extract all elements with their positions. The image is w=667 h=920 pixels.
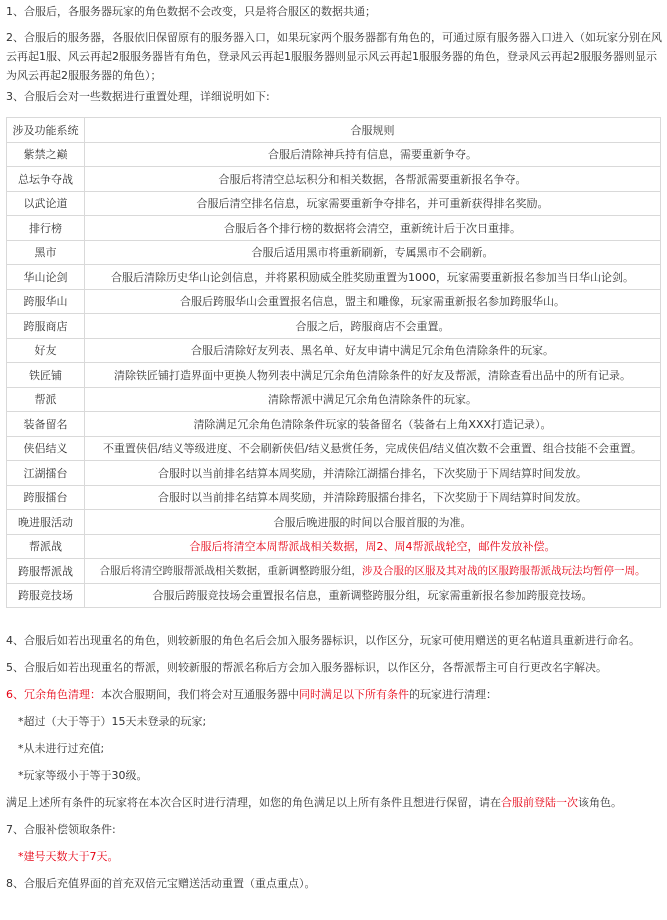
- table-row: [7, 412, 661, 437]
- row-rule: [85, 534, 661, 559]
- row-rule: [85, 289, 661, 314]
- row-system-name: 江湖擂台: [7, 461, 85, 486]
- row-rule-text: 不重置侠侣/结义等级进度、不会刷新侠侣/结义悬赏任务，完成侠侣/结义值次数不会重置、组合技能不会重置。: [102, 442, 643, 456]
- paragraph-8: 8、合服后充值界面的首充双倍元宝赠送活动重置（重点重点）。: [6, 877, 316, 890]
- table-row: [7, 142, 661, 167]
- table-body: [7, 142, 661, 608]
- condition-3: *玩家等级小于等于30级。: [18, 769, 148, 782]
- row-rule-text: 合服后跨服竞技场会重置报名信息，重新调整跨服分组，玩家需重新报名参加跨服竞技场。: [152, 589, 593, 603]
- row-rule: [85, 363, 661, 388]
- row-system-name: 跨服擂台: [7, 485, 85, 510]
- cleanup-title: 6、冗余角色清理：: [6, 688, 101, 701]
- row-system-name: 跨服华山: [7, 289, 85, 314]
- paragraph-7: 7、合服补偿领取条件:: [6, 823, 116, 836]
- row-rule: [85, 240, 661, 265]
- row-rule-highlight: 涉及合服的区服及其对战的区服跨服帮派战玩法均暂停一周。: [362, 565, 646, 578]
- row-system-name: 黑市: [7, 240, 85, 265]
- row-rule-text: 清除满足冗余角色清除条件玩家的装备留名（装备右上角XXX打造记录）。: [193, 417, 552, 431]
- row-rule-text: 合服时以当前排名结算本周奖励，并清除跨服擂台排名，下次奖励于下周结算时间发放。: [158, 491, 587, 505]
- row-rule-text: 清除帮派中满足冗余角色清除条件的玩家。: [268, 393, 477, 407]
- keep-note-highlight: 合服前登陆一次: [501, 796, 578, 809]
- table-row: [7, 363, 661, 388]
- row-rule: [85, 265, 661, 290]
- table-row: [7, 485, 661, 510]
- table-row: [7, 265, 661, 290]
- row-system-name: 紫禁之巅: [7, 142, 85, 167]
- table-row: [7, 534, 661, 559]
- row-system-name: 跨服商店: [7, 314, 85, 339]
- keep-note-text: 满足上述所有条件的玩家将在本次合区时进行清理，如您的角色满足以上所有条件且想进行保留，请在: [6, 796, 501, 809]
- table-row: [7, 167, 661, 192]
- row-rule: [85, 583, 661, 608]
- row-rule-text: 合服后将清空总坛积分和相关数据，各帮派需要重新报名争夺。: [218, 172, 527, 186]
- table-row: [7, 338, 661, 363]
- row-system-name: 跨服帮派战: [7, 559, 85, 584]
- row-rule-text: 合服后将清空本周帮派战相关数据，周2、周4帮派战轮空，邮件发放补偿。: [189, 540, 556, 554]
- row-rule: [85, 559, 661, 584]
- intro-paragraph-3: 3、合服后会对一些数据进行重置处理，详细说明如下:: [6, 90, 270, 103]
- row-rule-text: 合服后清除好友列表、黑名单、好友申请中满足冗余角色清除条件的玩家。: [191, 344, 554, 358]
- row-rule: [85, 216, 661, 241]
- row-rule: [85, 510, 661, 535]
- row-rule-text: 清除铁匠铺打造界面中更换人物列表中满足冗余角色清除条件的好友及帮派，清除查看出品中的所有记录。: [114, 368, 631, 382]
- row-system-name: 好友: [7, 338, 85, 363]
- header-rule: 合服规则: [85, 118, 661, 143]
- row-rule-text: 合服后清除历史华山论剑信息，并将累积励威全胜奖励重置为1000，玩家需要重新报名参加当日华山论剑。: [111, 270, 634, 284]
- row-system-name: 跨服竞技场: [7, 583, 85, 608]
- row-rule-text: 合服时以当前排名结算本周奖励，并清除江湖擂台排名，下次奖励于下周结算时间发放。: [158, 466, 587, 480]
- row-rule-text: 合服后晚进服的时间以合服首服的为准。: [273, 515, 472, 529]
- header-system: 涉及功能系统: [7, 118, 85, 143]
- row-rule: [85, 191, 661, 216]
- row-rule: [85, 142, 661, 167]
- table-row: [7, 461, 661, 486]
- row-system-name: 总坛争夺战: [7, 167, 85, 192]
- row-rule-text: 合服后各个排行榜的数据将会清空，重新统计后于次日重排。: [224, 221, 521, 235]
- row-system-name: 帮派战: [7, 534, 85, 559]
- row-rule-text: 合服之后，跨服商店不会重置。: [295, 319, 450, 333]
- row-rule-text: 合服后适用黑市将重新刷新，专属黑市不会刷新。: [251, 246, 494, 260]
- merge-rules-table: [6, 117, 661, 608]
- table-row: [7, 559, 661, 584]
- paragraph-4: 4、合服后如若出现重名的角色，则较新服的角色名后会加入服务器标识，以作区分，玩家可使用赠送的更名帖道具重新进行命名。: [6, 634, 640, 647]
- row-system-name: 侠侣结义: [7, 436, 85, 461]
- row-rule: [85, 485, 661, 510]
- table-row: [7, 289, 661, 314]
- row-rule-text: 合服后将清空跨服帮派战相关数据，重新调整跨服分组，: [99, 565, 362, 578]
- row-system-name: 排行榜: [7, 216, 85, 241]
- row-rule-text: 合服后清空排名信息，玩家需要重新争夺排名，并可重新获得排名奖励。: [196, 197, 549, 211]
- row-rule: [85, 167, 661, 192]
- row-system-name: 华山论剑: [7, 265, 85, 290]
- row-rule: [85, 412, 661, 437]
- table-row: [7, 240, 661, 265]
- cleanup-intro-tail: 的玩家进行清理：: [409, 688, 497, 701]
- table-row: [7, 216, 661, 241]
- table-row: [7, 510, 661, 535]
- row-rule: [85, 338, 661, 363]
- table-row: [7, 583, 661, 608]
- keep-note-tail: 该角色。: [578, 796, 622, 809]
- row-system-name: 帮派: [7, 387, 85, 412]
- table-row: [7, 314, 661, 339]
- row-rule: [85, 387, 661, 412]
- paragraph-5: 5、合服后如若出现重名的帮派，则较新服的帮派名称后方会加入服务器标识，以作区分，各帮派帮主可自行更改名字解决。: [6, 661, 607, 674]
- row-rule-text: 合服后清除神兵持有信息，需要重新争夺。: [268, 148, 477, 162]
- paragraph-6: [6, 685, 662, 704]
- cleanup-intro: 本次合服期间，我们将会对互通服务器中: [101, 688, 299, 701]
- table-header-row: [7, 118, 661, 143]
- row-system-name: 铁匠铺: [7, 363, 85, 388]
- keep-role-note: [6, 793, 662, 812]
- table-row: [7, 191, 661, 216]
- table-row: [7, 387, 661, 412]
- row-system-name: 晚进服活动: [7, 510, 85, 535]
- condition-2: *从未进行过充值;: [18, 742, 105, 755]
- intro-paragraph-2: 2、合服后的服务器，各服依旧保留原有的服务器入口，如果玩家两个服务器都有角色的，可通过原有服务器入口进入（如玩家分别在风云再起1服、风云再起2服服务器皆有角色，登录风云再起1服服务器则显示风云再起1服服务器的角色，登录风云再起2服服务器则显示为风云再起2服服务器的角色）；: [6, 31, 662, 82]
- row-system-name: 装备留名: [7, 412, 85, 437]
- compensation-condition: *建号天数大于7天。: [18, 850, 119, 863]
- row-rule-text: 合服后跨服华山会重置报名信息，盟主和雕像，玩家需重新报名参加跨服华山。: [180, 295, 565, 309]
- cleanup-condition-highlight: 同时满足以下所有条件: [299, 688, 409, 701]
- row-rule: [85, 461, 661, 486]
- row-rule: [85, 436, 661, 461]
- condition-1: *超过（大于等于）15天未登录的玩家;: [18, 715, 207, 728]
- row-system-name: 以武论道: [7, 191, 85, 216]
- table-row: [7, 436, 661, 461]
- intro-paragraph-1: 1、合服后，各服务器玩家的角色数据不会改变，只是将合服区的数据共通；: [6, 5, 376, 18]
- row-rule: [85, 314, 661, 339]
